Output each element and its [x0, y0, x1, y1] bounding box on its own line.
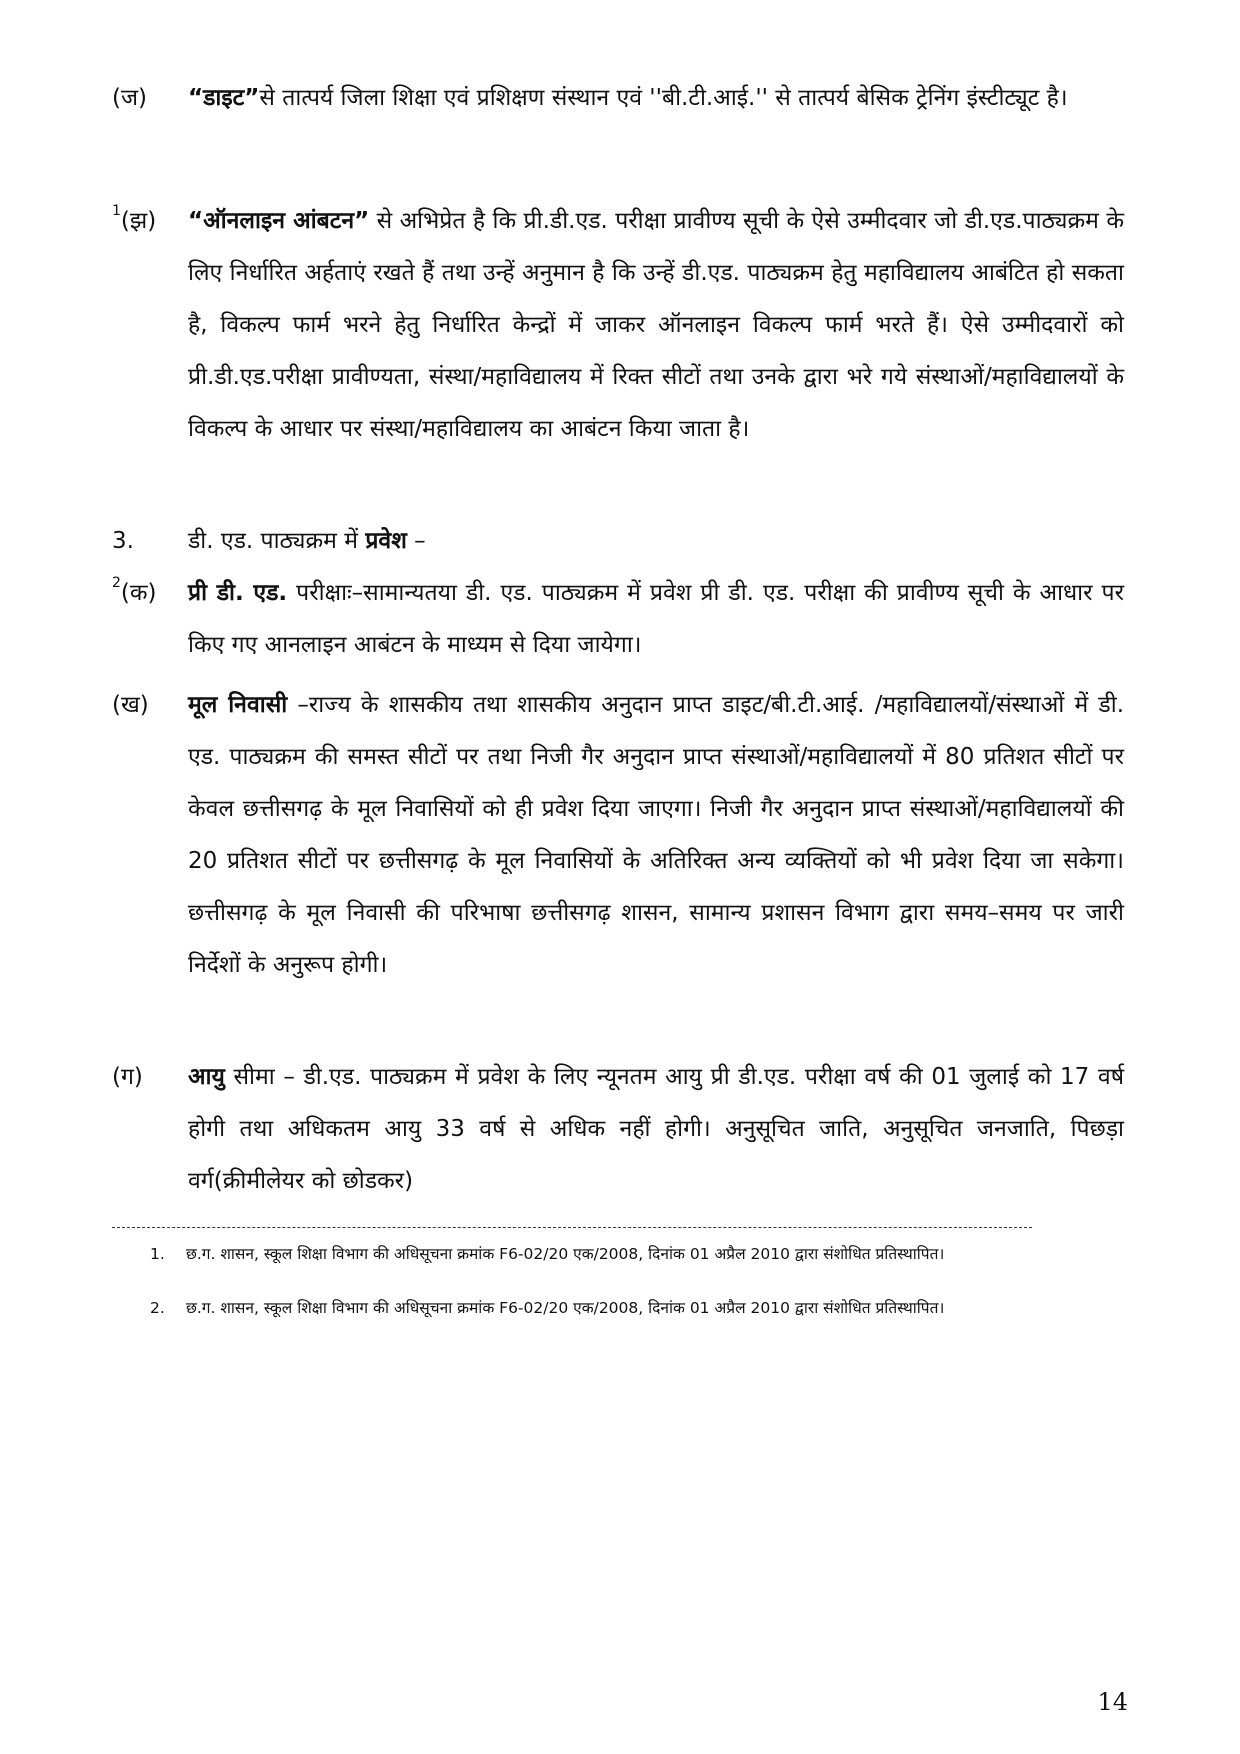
clause-marker: (ख): [112, 692, 149, 718]
footnote-text: छ.ग. शासन, स्कूल शिक्षा विभाग की अधिसूचना क्रमांक F6-02/20 एक/2008, दिनांक 01 अप्रैल 2010 द्वारा संशोधित प्रतिस्थापित।: [186, 1245, 945, 1263]
page-number: 14: [1097, 1688, 1128, 1716]
clause-body: [188, 195, 1124, 455]
clause-jha: [112, 195, 1124, 455]
clause-term: मूल निवासी: [188, 692, 288, 718]
footnote-1: [150, 1243, 1050, 1265]
footnote-text: छ.ग. शासन, स्कूल शिक्षा विभाग की अधिसूचना क्रमांक F6-02/20 एक/2008, दिनांक 01 अप्रैल 2010 द्वारा संशोधित प्रतिस्थापित।: [186, 1299, 945, 1317]
clause-marker: $^1$(झ): [112, 203, 157, 234]
clause-term: “डाइट”: [188, 85, 260, 111]
footnote-number: 2.: [150, 1299, 165, 1317]
clause-term: “ऑनलाइन आंबटन”: [188, 208, 370, 234]
footnote-number: 1.: [150, 1245, 165, 1263]
clause-body: [188, 1051, 1124, 1207]
clause-body: [188, 567, 1124, 671]
footnote-ref: 1: [112, 203, 121, 220]
clause-ga: [112, 1051, 1124, 1207]
footnote-ref: 2: [112, 575, 121, 592]
clause-body: [188, 72, 1124, 124]
clause-text: परीक्षाः–सामान्यतया डी. एड. पाठ्यक्रम में प्रवेश प्री डी. एड. परीक्षा की प्रावीण्य सूची के आधार पर किए गए आनलाइन आबंटन के माध्यम से दिया जायेगा।: [188, 580, 1124, 658]
section-3-heading: [112, 515, 1124, 567]
clause-body: [188, 679, 1124, 991]
clause-text: से अभिप्रेत है कि प्री.डी.एड. परीक्षा प्रावीण्य सूची के ऐसे उम्मीदवार जो डी.एड.पाठ्यक्रम के लिए निर्धारित अर्हताएं रखते हैं तथा उन्हें अनुमान है कि उन्हें डी.एड. पाठ्यक्रम हेतु महाविद्यालय आबंटित हो सकता है, विकल्प फार्म भरने हेतु निर्धारित केन्द्रों में जाकर ऑनलाइन विकल्प फार्म भरते हैं। ऐसे उम्मीदवारों को प्री.डी.एड.परीक्षा प्रावीण्यता, संस्था/महाविद्यालय में रिक्त सीटों तथा उनके द्वारा भरे गये संस्थाओं/महाविद्यालयों के विकल्प के आधार पर संस्था/महाविद्यालय का आबंटन किया जाता है।: [188, 208, 1124, 442]
clause-ja: [112, 72, 1124, 124]
clause-text: सीमा – डी.एड. पाठ्यक्रम में प्रवेश के लिए न्यूनतम आयु प्री डी.एड. परीक्षा वर्ष की 01 जुलाई को 17 वर्ष होगी तथा अधिकतम आयु 33 वर्ष से अधिक नहीं होगी। अनुसूचित जाति, अनुसूचित जनजाति, पिछड़ा वर्ग(क्रीमीलेयर को छोडकर): [188, 1064, 1125, 1194]
clause-term: आयु: [188, 1064, 225, 1090]
clause-text: –राज्य के शासकीय तथा शासकीय अनुदान प्राप्त डाइट/बी.टी.आई. /महाविद्यालयों/संस्थाओं में डी. एड. पाठ्यक्रम की समस्त सीटों पर तथा निजी गैर अनुदान प्राप्त संस्थाओं/महाविद्यालयों में 80 प्रतिशत सीटों पर केवल छत्तीसगढ़ के मूल निवासियों को ही प्रवेश दिया जाएगा। निजी गैर अनुदान प्राप्त संस्थाओं/महाविद्यालयों की 20 प्रतिशत सीटों पर छत्तीसगढ़ के मूल निवासियों के अतिरिक्त अन्य व्यक्तियों को भी प्रवेश दिया जा सकेगा। छत्तीसगढ़ के मूल निवासी की परिभाषा छत्तीसगढ़ शासन, सामान्य प्रशासन विभाग द्वारा समय–समय पर जारी निर्देशों के अनुरूप होगी।: [188, 692, 1125, 978]
footnote-separator: [112, 1227, 1032, 1228]
clause-text: से तात्पर्य जिला शिक्षा एवं प्रशिक्षण संस्थान एवं ''बी.टी.आई.'' से तात्पर्य बेसिक ट्रेनिंग इंस्टीट्यूट है।: [259, 85, 1068, 111]
clause-ka: [112, 567, 1124, 671]
section-number: 3.: [112, 528, 134, 554]
clause-kha: [112, 679, 1124, 991]
section-title: डी. एड. पाठ्यक्रम में प्रवेश –: [188, 528, 426, 554]
footnote-2: [150, 1297, 1050, 1319]
clause-marker: (ज): [112, 85, 148, 111]
clause-marker: $^2$(क): [112, 575, 157, 606]
clause-marker: (ग): [112, 1064, 143, 1090]
clause-term: प्री डी. एड.: [188, 580, 288, 606]
